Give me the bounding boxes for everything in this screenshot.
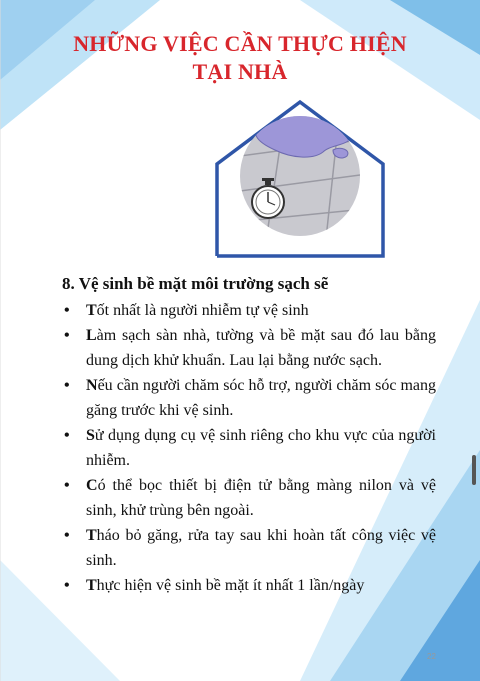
title-line-2: TẠI NHÀ [192,59,288,84]
bullet-icon: • [64,302,70,319]
section-heading: 8. Vệ sinh bề mặt môi trường sạch sẽ [62,274,329,293]
bullet-icon: • [64,577,70,594]
bullet-icon: • [64,527,70,544]
list-item: • Thực hiện vệ sinh bề mặt ít nhất 1 lần/ngày [58,573,436,598]
list-item: • Sử dụng dụng cụ vệ sinh riêng cho khu vực của người nhiễm. [58,423,436,473]
title-line-1: NHỮNG VIỆC CẦN THỰC HIỆN [73,31,407,56]
bullet-icon: • [64,477,70,494]
list-item: • Tốt nhất là người nhiễm tự vệ sinh [58,298,436,323]
page-number: 22 [427,652,436,661]
page-title [40,30,440,86]
list-item: • Làm sạch sàn nhà, tường và bề mặt sau đó lau bằng dung dịch khử khuẩn. Lau lại bằng nước sạch. [58,323,436,373]
instruction-list [58,298,436,598]
list-item: • Nếu cần người chăm sóc hỗ trợ, người chăm sóc mang găng trước khi vệ sinh. [58,373,436,423]
bullet-icon: • [64,327,70,344]
bullet-icon: • [64,377,70,394]
list-item: • Tháo bỏ găng, rửa tay sau khi hoàn tất công việc vệ sinh. [58,523,436,573]
scrollbar-thumb[interactable] [472,455,476,485]
list-item: • Có thể bọc thiết bị điện tử bằng màng nilon và vệ sinh, khử trùng bên ngoài. [58,473,436,523]
bullet-icon: • [64,427,70,444]
house-icon [205,98,395,258]
